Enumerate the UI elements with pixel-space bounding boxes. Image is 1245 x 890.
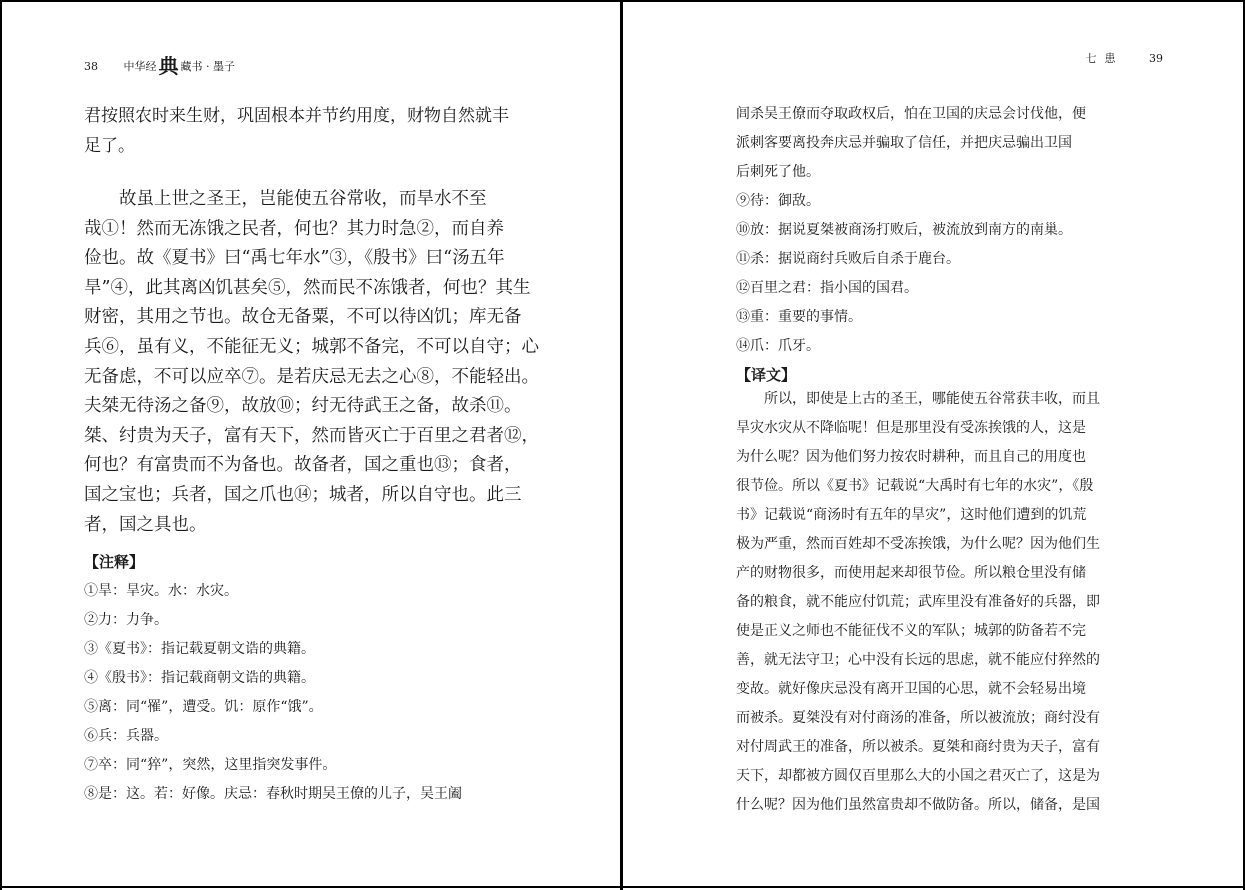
translation-line: 什么呢？因为他们虽然富贵却不做防备。所以，储备，是国 [736, 797, 1100, 813]
note-item: ⑬重：重要的事情。 [736, 309, 862, 325]
left-page-number: 38 [84, 60, 98, 73]
note-item: ⑨待：御敌。 [736, 193, 820, 209]
note-item: ④《殷书》：指记载商朝文诰的典籍。 [84, 670, 315, 686]
note-item: ⑥兵：兵器。 [84, 728, 168, 744]
intro-line: 足了。 [84, 135, 135, 156]
intro-line: 君按照农时来生财，巩固根本并节约用度，财物自然就丰 [84, 106, 509, 126]
note-continuation [736, 100, 1156, 187]
original-line: 桀、纣贵为天子，富有天下，然而皆灭亡于百里之君者⑫， [84, 425, 539, 446]
translation-line: 很节俭。所以《夏书》记载说“大禹时有七年的水灾”，《殷 [736, 478, 1094, 494]
original-line: 国之宝也；兵者，国之爪也⑭；城者，所以自守也。此三 [84, 484, 522, 505]
notes-heading: 【注释】 [84, 553, 145, 571]
original-line: 者，国之具也。 [84, 514, 207, 535]
note-item: ⑭爪：爪牙。 [736, 338, 820, 354]
right-page [624, 0, 1245, 890]
translation-line: 天下，却都被方圆仅百里那么大的小国之君灭亡了，这是为 [736, 768, 1100, 784]
translation-line: 为什么呢？因为他们努力按农时耕种，而且自己的用度也 [736, 449, 1086, 465]
original-text [84, 185, 539, 540]
translation-line: 备的粮食，就不能应付饥荒；武库里没有准备好的兵器，即 [736, 594, 1100, 610]
note-item: ③《夏书》：指记载夏朝文诰的典籍。 [84, 641, 315, 657]
note-item: ①旱：旱灾。水：水灾。 [84, 583, 238, 599]
translation-line: 变故。就好像庆忌没有离开卫国的心思，就不会轻易出境 [736, 681, 1086, 697]
note-item: ⑧是：这。若：好像。庆忌：春秋时期吴王僚的儿子，吴王阖 [84, 786, 462, 802]
translation-line: 而被杀。夏桀没有对付商汤的准备，所以被流放；商纣没有 [736, 710, 1100, 726]
chapter-title: 七患 [1085, 52, 1124, 65]
original-line: 哉①！然而无冻饿之民者，何也？其力时急②，而自养 [84, 218, 504, 239]
original-line: 旱”④，此其离凶饥甚矣⑤，然而民不冻饿者，何也？其生 [84, 277, 531, 298]
translation-line: 使是正义之师也不能征伐不义的军队；城郭的防备若不完 [736, 623, 1086, 639]
translation-heading: 【译文】 [736, 366, 797, 384]
note-continuation-line: 后刺死了他。 [736, 164, 820, 180]
right-page-header [1086, 50, 1164, 66]
notes-section [84, 548, 524, 809]
note-continuation-line: 派刺客要离投奔庆忌并骗取了信任，并把庆忌骗出卫国 [736, 135, 1072, 151]
translation-line: 书》记载说“商汤时有五年的旱灾”，这时他们遭到的饥荒 [736, 507, 1087, 523]
original-line: 无备虑，不可以应卒⑦。是若庆忌无去之心⑧，不能轻出。 [84, 366, 539, 387]
notes-section-right [736, 187, 1166, 390]
right-page-number: 39 [1149, 52, 1163, 65]
translation-line: 对付周武王的准备，所以被杀。夏桀和商纣贵为天子，富有 [736, 739, 1100, 755]
note-item: ⑦卒：同“猝”，突然，这里指突发事件。 [84, 757, 337, 773]
original-line: 故虽上世之圣王，岂能使五谷常收，而旱水不至 [119, 189, 487, 209]
translation-text [736, 385, 1166, 820]
book-title-seal: 典 [158, 54, 179, 78]
original-line: 财密，其用之节也。故仓无备粟，不可以待凶饥；库无备 [84, 307, 522, 328]
note-item: ⑫百里之君：指小国的国君。 [736, 280, 918, 296]
note-item: ②力：力争。 [84, 612, 168, 628]
translation-line: 所以，即使是上古的圣王，哪能使五谷常获丰收，而且 [764, 391, 1100, 407]
left-page [0, 0, 621, 890]
translation-line: 旱灾水灾从不降临呢！但是那里没有受冻挨饿的人，这是 [736, 420, 1086, 436]
original-line: 夫桀无待汤之备⑨，故放⑩；纣无待武王之备，故杀⑪。 [84, 396, 522, 417]
book-title-part2: 藏书 · 墨子 [180, 60, 235, 73]
note-item: ⑪杀：据说商纣兵败后自杀于鹿台。 [736, 251, 960, 267]
original-line: 兵⑥，虽有义，不能征无义；城郭不备完，不可以自守；心 [84, 336, 539, 357]
translation-line: 产的财物很多，而使用起来却很节俭。所以粮仓里没有储 [736, 565, 1086, 581]
note-item: ⑩放：据说夏桀被商汤打败后，被流放到南方的南巢。 [736, 222, 1072, 238]
book-title-part1: 中华经 [123, 60, 157, 73]
left-page-header [84, 50, 514, 79]
note-continuation-line: 闾杀吴王僚而夺取政权后，怕在卫国的庆忌会讨伐他，便 [736, 106, 1086, 122]
translation-line: 善，就无法守卫；心中没有长远的思虑，就不能应付猝然的 [736, 652, 1100, 668]
original-line: 俭也。故《夏书》曰“禹七年水”③，《殷书》曰“汤五年 [84, 248, 505, 269]
translation-line: 极为严重，然而百姓却不受冻挨饿，为什么呢？因为他们生 [736, 536, 1100, 552]
note-item: ⑤离：同“罹”，遭受。饥：原作“饿”。 [84, 699, 323, 715]
intro-translation-continuation [84, 102, 524, 161]
original-line: 何也？有富贵而不为备也。故备者，国之重也⑬；食者， [84, 455, 522, 476]
